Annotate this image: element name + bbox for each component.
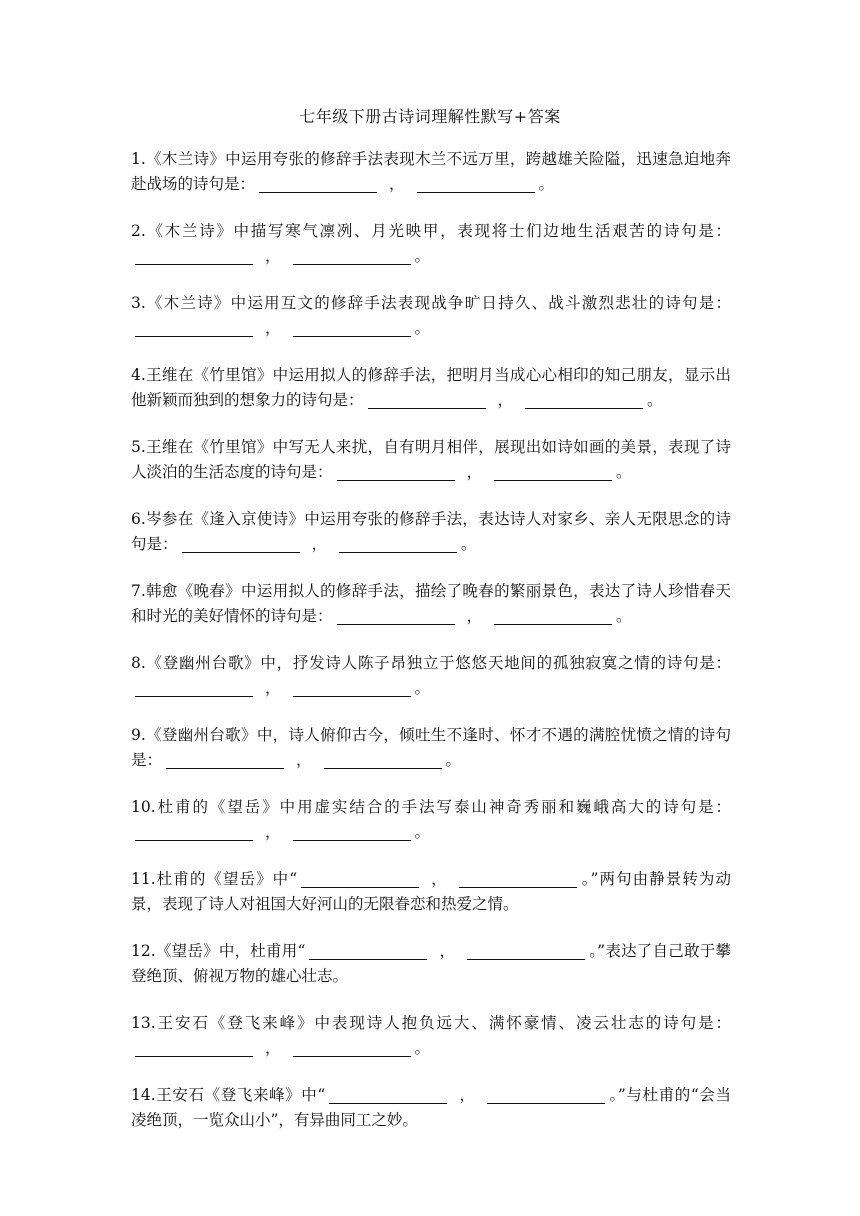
answer-blank[interactable] (337, 464, 455, 481)
question-text: 4.王维在《竹里馆》中运用拟人的修辞手法，把明月当成心心相印的知己朋友，显示出他新颖而独到的想象力的诗句是： (131, 366, 731, 409)
question-ending: 。”表达了自己敢于攀登绝顶、俯视万物的雄心壮志。 (131, 942, 731, 985)
answer-blank[interactable] (329, 1087, 447, 1104)
separator: ， (265, 247, 281, 265)
question-text: 8.《登幽州台歌》中，抒发诗人陈子昂独立于悠悠天地间的孤独寂寞之情的诗句是： (131, 654, 731, 672)
answer-blank[interactable] (182, 536, 300, 553)
question-ending: 。”与杜甫的“会当凌绝顶，一览众山小”，有异曲同工之妙。 (131, 1086, 731, 1129)
question-ending: 。 (414, 823, 431, 841)
question-text: 1.《木兰诗》中运用夸张的修辞手法表现木兰不远万里，跨越雄关险隘，迅速急迫地奔赴战场的诗句是： (131, 150, 731, 193)
separator: ， (459, 1086, 475, 1104)
separator: ， (265, 679, 281, 697)
question-text: 3.《木兰诗》中运用互文的修辞手法表现战争旷日持久、战斗激烈悲壮的诗句是： (131, 294, 731, 312)
question-ending: 。 (414, 247, 431, 265)
answer-blank[interactable] (525, 392, 643, 409)
question-ending: 。 (461, 535, 477, 553)
question-item (131, 723, 731, 773)
answer-blank[interactable] (293, 680, 411, 697)
answer-blank[interactable] (487, 1087, 605, 1104)
separator: ， (466, 607, 483, 625)
answer-blank[interactable] (494, 464, 612, 481)
answer-blank[interactable] (135, 1040, 253, 1057)
question-item (131, 363, 731, 413)
question-text: 9.《登幽州台歌》中，诗人俯仰古今，倾吐生不逢时、怀才不遇的满腔忧愤之情的诗句是： (131, 726, 731, 769)
document-title: 七年级下册古诗词理解性默写+答案 (299, 107, 561, 126)
question-ending: 。 (414, 1039, 431, 1057)
answer-blank[interactable] (324, 752, 442, 769)
answer-blank[interactable] (135, 680, 253, 697)
question-text: 6.岑参在《逢入京使诗》中运用夸张的修辞手法，表达诗人对家乡、亲人无限思念的诗句是： (131, 510, 731, 553)
answer-blank[interactable] (494, 608, 612, 625)
question-text: 5.王维在《竹里馆》中写无人来扰，自有明月相伴，展现出如诗如画的美景，表现了诗人淡泊的生活态度的诗句是： (131, 438, 731, 481)
separator: ， (439, 942, 455, 960)
separator: ， (265, 319, 281, 337)
separator: ， (466, 463, 483, 481)
separator: ， (265, 1039, 281, 1057)
separator: ， (389, 175, 405, 193)
question-item (131, 291, 731, 341)
question-list (131, 147, 731, 1155)
question-text: 14.王安石《登飞来峰》中“ (131, 1086, 326, 1104)
answer-blank[interactable] (259, 176, 377, 193)
question-ending: 。 (414, 679, 431, 697)
question-item (131, 795, 731, 845)
question-ending: 。 (414, 319, 431, 337)
question-ending: 。”两句由静景转为动景，表现了诗人对祖国大好河山的无限眷恋和热爱之情。 (131, 870, 731, 913)
answer-blank[interactable] (293, 824, 411, 841)
answer-blank[interactable] (293, 1040, 411, 1057)
answer-blank[interactable] (135, 320, 253, 337)
separator: ， (265, 823, 281, 841)
answer-blank[interactable] (293, 320, 411, 337)
question-text: 12.《望岳》中，杜甫用“ (131, 942, 306, 960)
question-item (131, 579, 731, 629)
question-item (131, 147, 731, 197)
separator: ， (296, 751, 312, 769)
separator: ， (497, 391, 514, 409)
question-ending: 。 (616, 607, 632, 625)
question-ending: 。 (445, 751, 462, 769)
question-item (131, 1011, 731, 1061)
question-ending: 。 (538, 175, 555, 193)
question-item (131, 867, 731, 917)
separator: ， (431, 870, 447, 888)
answer-blank[interactable] (459, 871, 577, 888)
answer-blank[interactable] (293, 248, 411, 265)
question-text: 13.王安石《登飞来峰》中表现诗人抱负远大、满怀豪情、凌云壮志的诗句是： (131, 1014, 731, 1032)
question-item (131, 939, 731, 989)
answer-blank[interactable] (339, 536, 457, 553)
question-text: 7.韩愈《晚春》中运用拟人的修辞手法，描绘了晚春的繁丽景色，表达了诗人珍惜春天和时光的美好情怀的诗句是： (131, 582, 731, 625)
answer-blank[interactable] (135, 248, 253, 265)
question-text: 2.《木兰诗》中描写寒气凛冽、月光映甲，表现将士们边地生活艰苦的诗句是： (131, 222, 731, 240)
question-item (131, 1083, 731, 1133)
question-text: 11.杜甫的《望岳》中“ (131, 870, 298, 888)
question-item (131, 651, 731, 701)
question-ending: 。 (616, 463, 632, 481)
separator: ， (311, 535, 328, 553)
answer-blank[interactable] (166, 752, 284, 769)
answer-blank[interactable] (337, 608, 455, 625)
answer-blank[interactable] (467, 943, 585, 960)
question-item (131, 219, 731, 269)
answer-blank[interactable] (135, 824, 253, 841)
question-item (131, 435, 731, 485)
answer-blank[interactable] (368, 392, 486, 409)
question-item (131, 507, 731, 557)
question-text: 10.杜甫的《望岳》中用虚实结合的手法写泰山神奇秀丽和巍峨高大的诗句是： (131, 798, 731, 816)
answer-blank[interactable] (417, 176, 535, 193)
question-ending: 。 (647, 391, 663, 409)
answer-blank[interactable] (301, 871, 419, 888)
answer-blank[interactable] (309, 943, 427, 960)
